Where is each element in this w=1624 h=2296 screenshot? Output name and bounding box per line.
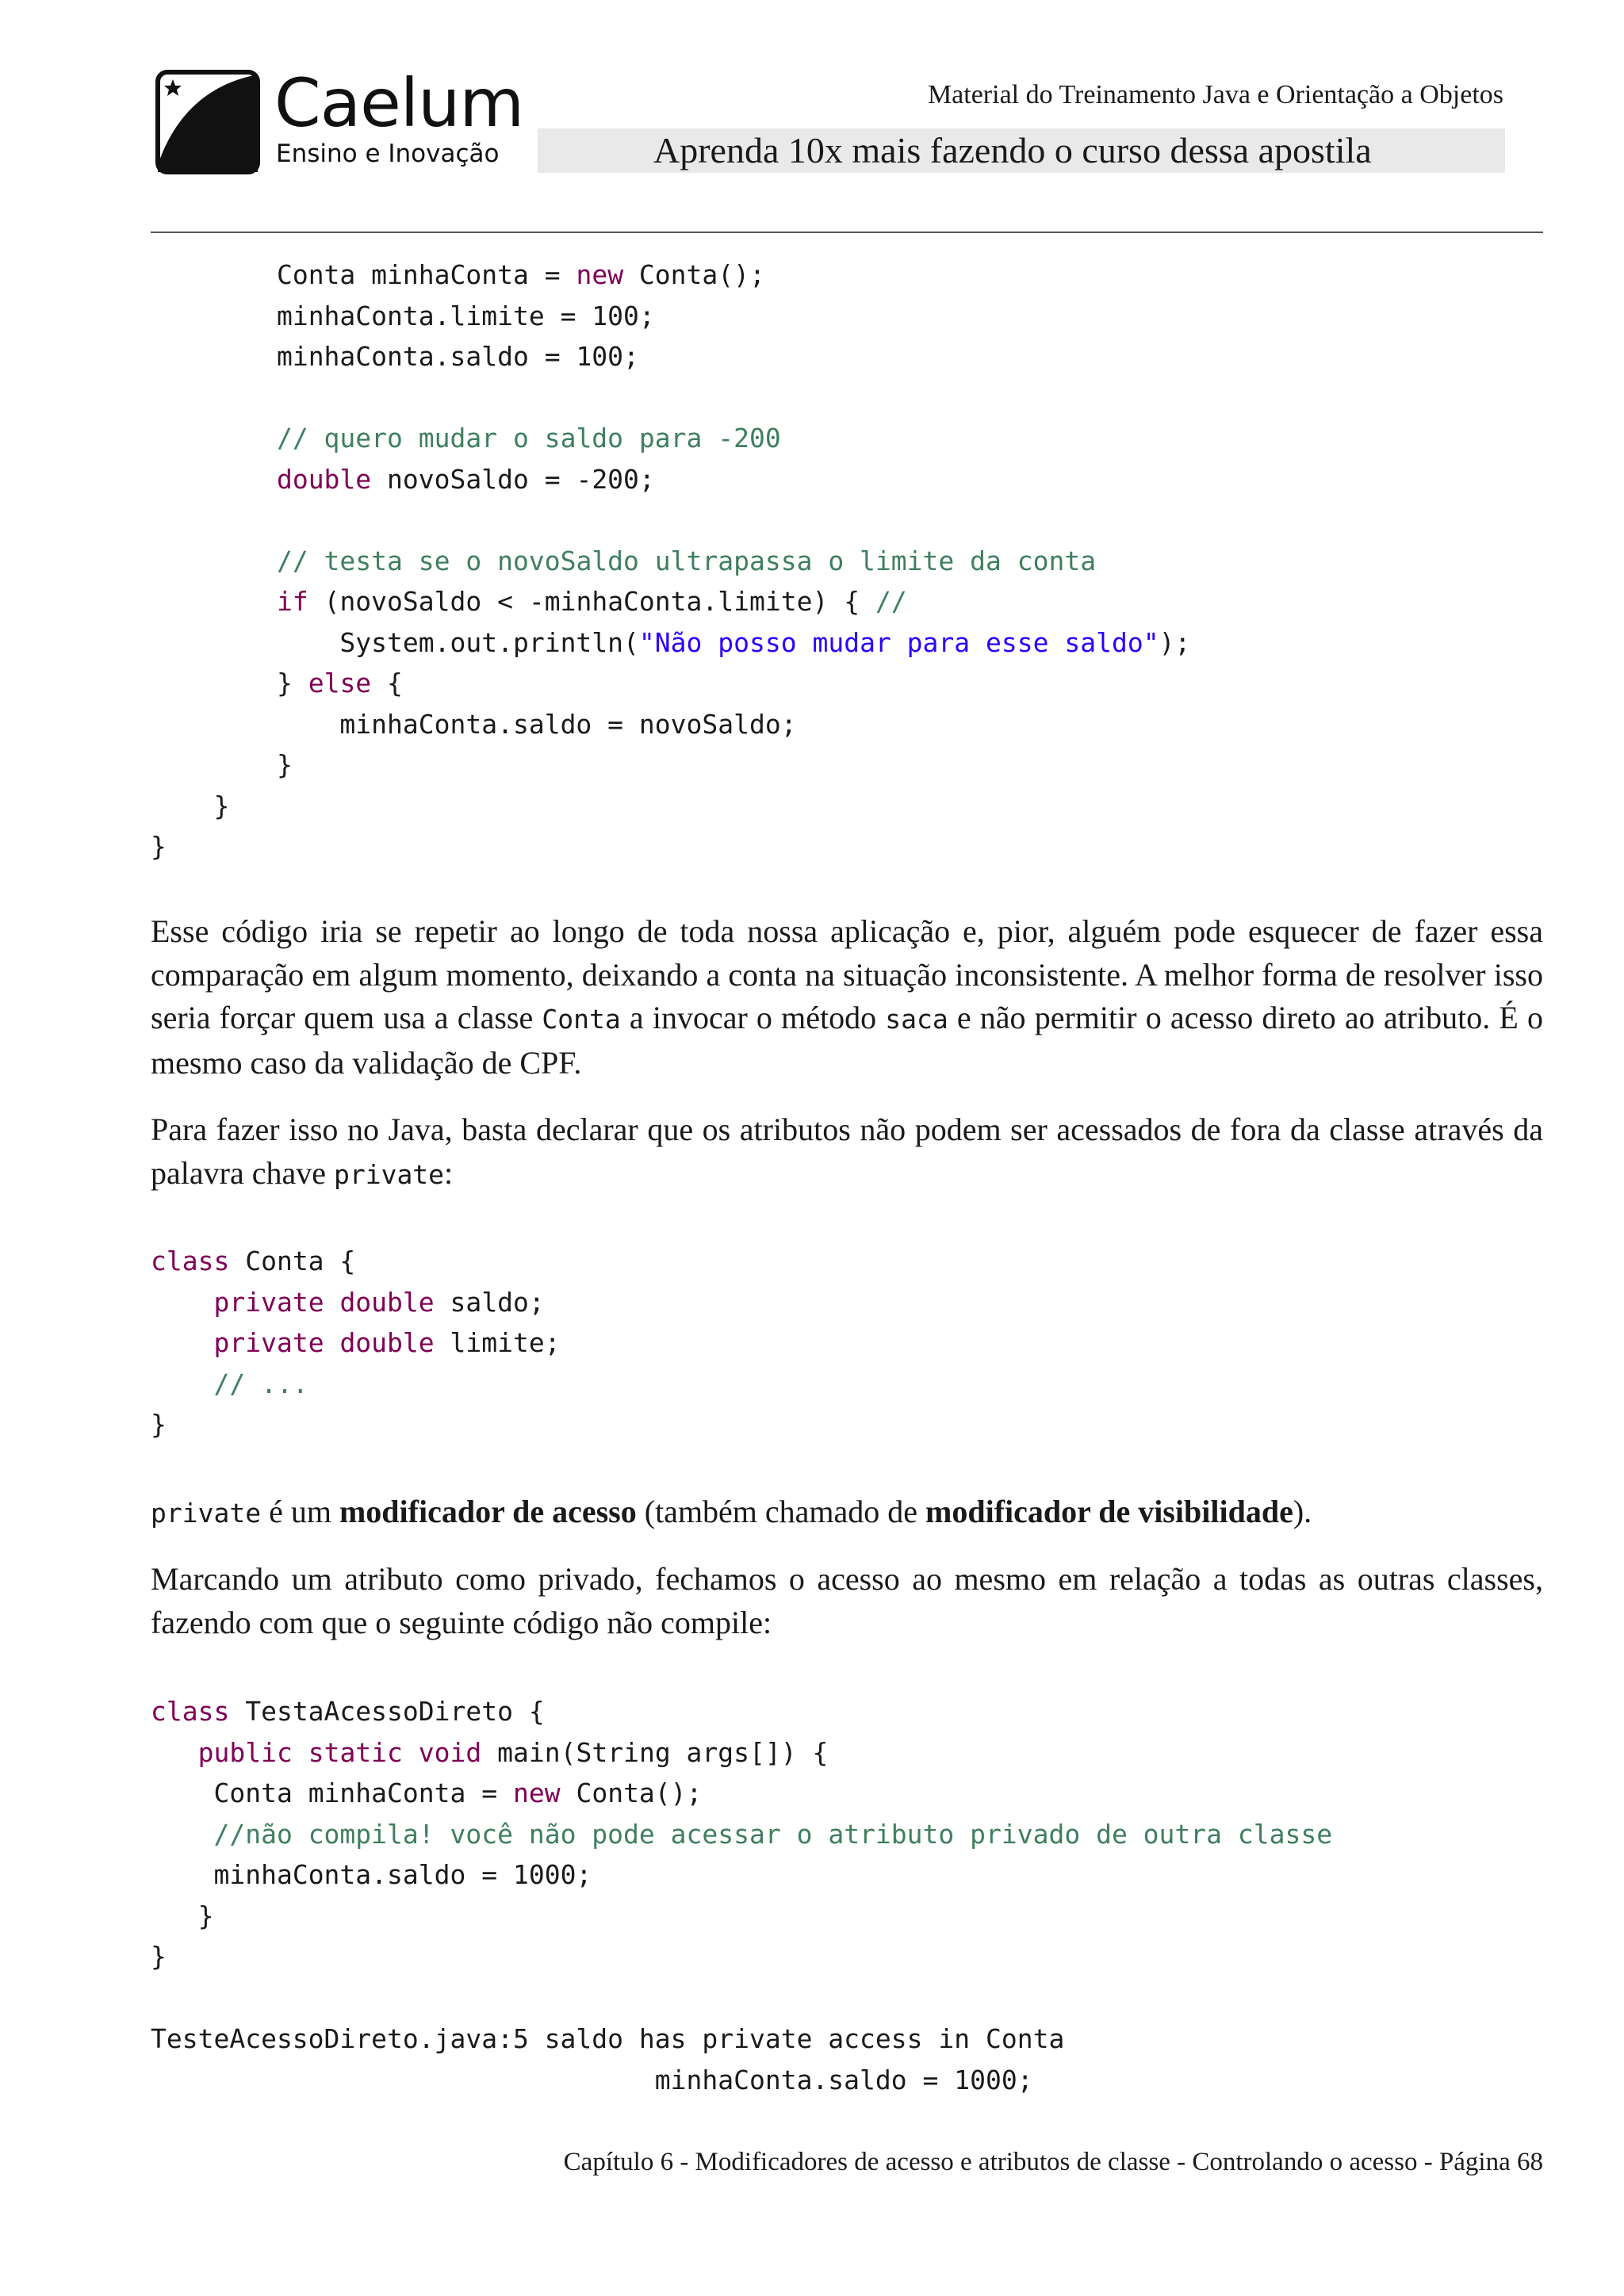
code-keyword: class	[151, 1696, 230, 1727]
code-token: minhaConta.limite = 100;	[276, 300, 655, 331]
paragraph-text: :	[444, 1154, 454, 1191]
code-comment: // quero mudar o saldo para -200	[276, 423, 781, 453]
code-line	[151, 254, 1190, 296]
code-line	[151, 499, 1190, 541]
code-string: "Não posso mudar para esse saldo"	[638, 626, 1159, 658]
code-keyword: class	[151, 1246, 230, 1276]
code-block-compiler-error	[151, 2019, 1064, 2100]
code-token: Conta();	[560, 1777, 703, 1808]
code-keyword: else	[308, 668, 372, 698]
code-line	[151, 459, 1190, 500]
paragraph-repetition	[151, 910, 1543, 1085]
code-token: );	[1159, 626, 1191, 658]
code-line	[151, 1282, 561, 1323]
code-token: minhaConta.saldo = 1000;	[213, 1859, 592, 1890]
code-token: System.out.println(	[339, 626, 639, 658]
code-line	[151, 1896, 1332, 1937]
paragraph-text: (também chamado de	[636, 1494, 926, 1529]
code-token: Conta {	[229, 1246, 356, 1276]
code-keyword: static	[308, 1736, 403, 1768]
code-keyword: private	[213, 1327, 324, 1358]
code-token: }	[151, 1409, 167, 1440]
code-line	[151, 704, 1190, 745]
inline-code-private: private	[333, 1158, 445, 1190]
code-token: Conta();	[623, 259, 765, 290]
code-line	[151, 622, 1190, 664]
code-line	[151, 1322, 561, 1364]
code-line	[151, 2060, 1064, 2101]
code-token: main(String args[]) {	[481, 1736, 829, 1768]
code-line	[151, 786, 1190, 827]
code-line	[151, 1691, 1332, 1732]
caelum-logo	[155, 64, 524, 178]
paragraph-text: Esse código iria se repetir ao longo de toda nossa aplicação e, pior, alguém pode esquecer de fazer essa comparação em algum momento, deixando a conta na situação inconsistente. A melhor forma de resolver isso seria forçar quem usa a classe	[151, 913, 1543, 1035]
code-line	[151, 1404, 561, 1445]
code-token: }	[276, 749, 293, 780]
code-token: (novoSaldo < -minhaConta.limite) {	[308, 586, 875, 617]
code-line	[151, 1732, 1332, 1774]
code-token: }	[151, 831, 167, 862]
code-line	[151, 663, 1190, 704]
code-keyword: private	[213, 1286, 324, 1318]
paragraph-text: a invocar o método	[620, 1000, 886, 1035]
code-comment: //	[875, 586, 907, 617]
code-keyword: double	[339, 1327, 435, 1358]
code-line	[151, 418, 1190, 459]
header-banner	[538, 128, 1505, 173]
header-course-title: Material do Treinamento Java e Orientação a Objetos	[927, 80, 1503, 109]
paragraph-private-effect: Marcando um atributo como privado, fechamos o acesso ao mesmo em relação a todas as outras classes, fazendo com que o seguinte código não compile:	[151, 1561, 1543, 1640]
caelum-logo-mark-icon	[155, 70, 260, 174]
code-token: }	[213, 790, 230, 821]
paragraph-text: é um	[261, 1494, 339, 1529]
code-token	[324, 1327, 340, 1358]
paragraph-private-keyword	[151, 1108, 1543, 1196]
paragraph-text: Para fazer isso no Java, basta declarar que os atributos não podem ser acessados de fora da classe através da palavra chave	[151, 1112, 1543, 1191]
code-keyword: if	[276, 586, 308, 617]
code-token: }	[276, 668, 308, 698]
code-line	[151, 377, 1190, 419]
code-comment: //não compila! você não pode acessar o atributo privado de outra classe	[213, 1818, 1333, 1850]
code-token: TestaAcessoDireto {	[229, 1696, 545, 1727]
code-keyword: double	[339, 1286, 435, 1318]
code-token: Conta minhaConta =	[276, 259, 576, 290]
code-line	[151, 541, 1190, 582]
code-token: minhaConta.saldo = 1000;	[654, 2064, 1033, 2095]
code-token: novoSaldo = -200;	[371, 463, 655, 495]
code-token: limite;	[434, 1327, 561, 1358]
code-line	[151, 1814, 1332, 1855]
code-token: Conta minhaConta =	[213, 1777, 513, 1808]
code-line	[151, 1364, 561, 1405]
code-comment: // ...	[213, 1368, 308, 1399]
code-line	[151, 1773, 1332, 1814]
bold-term-access-modifier: modificador de acesso	[339, 1494, 637, 1529]
code-keyword: public	[197, 1736, 293, 1768]
header-banner-text: Aprenda 10x mais fazendo o curso dessa apostila	[653, 130, 1372, 170]
code-token: minhaConta.saldo = 100;	[276, 341, 639, 372]
code-token	[293, 1737, 308, 1768]
code-token: {	[371, 668, 403, 698]
code-token: minhaConta.saldo = novoSaldo;	[339, 708, 797, 740]
code-line	[151, 1936, 1332, 1977]
header-divider	[151, 232, 1543, 233]
paragraph-access-modifier	[151, 1490, 1543, 1536]
page-footer: Capítulo 6 - Modificadores de acesso e atributos de classe - Controlando o acesso - Página 68	[563, 2148, 1543, 2176]
code-line	[151, 296, 1190, 337]
code-line	[151, 581, 1190, 622]
bold-term-visibility-modifier: modificador de visibilidade	[925, 1494, 1293, 1529]
inline-code-conta: Conta	[542, 1004, 621, 1035]
code-line	[151, 1241, 561, 1282]
code-token: }	[151, 1941, 167, 1972]
code-block-conta-private	[151, 1241, 561, 1445]
paragraph-text: ).	[1293, 1494, 1312, 1529]
code-line	[151, 826, 1190, 867]
code-token	[324, 1287, 340, 1318]
code-line	[151, 744, 1190, 786]
code-keyword: double	[276, 463, 372, 495]
code-block-testa-acesso-direto	[151, 1691, 1332, 1977]
code-keyword: void	[418, 1736, 482, 1768]
code-comment: // testa se o novoSaldo ultrapassa o limite da conta	[276, 545, 1097, 576]
inline-code-saca: saca	[885, 1004, 948, 1035]
code-token: TesteAcessoDireto.java:5 saldo has private access in Conta	[151, 2023, 1065, 2054]
code-line	[151, 2019, 1064, 2060]
code-block-validation	[151, 254, 1190, 867]
paragraph-text: e não permitir o acesso direto ao atributo. É o mesmo caso da validação de CPF.	[151, 1000, 1543, 1081]
code-token	[403, 1737, 419, 1768]
code-line	[151, 1854, 1332, 1896]
code-line	[151, 336, 1190, 377]
logo-tagline: Ensino e Inovação	[276, 140, 500, 168]
logo-name: Caelum	[274, 64, 524, 142]
code-keyword: new	[576, 259, 624, 290]
code-keyword: new	[512, 1777, 561, 1808]
inline-code-private: private	[151, 1498, 262, 1529]
code-token: saldo;	[434, 1286, 545, 1318]
code-token: }	[197, 1900, 214, 1931]
